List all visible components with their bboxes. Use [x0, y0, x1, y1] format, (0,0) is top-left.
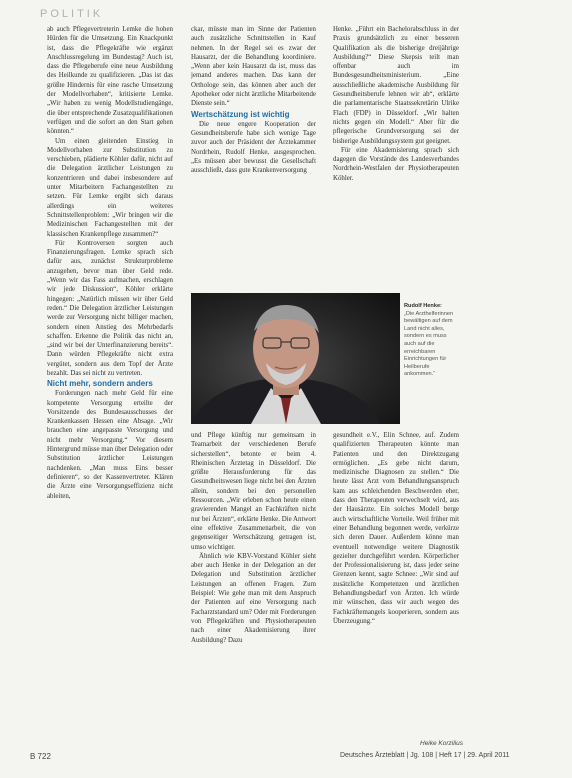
paragraph: Ähnlich wie KBV-Vorstand Köhler sieht aber auch Henke in der Delegation an der Delegation und Substitution ärztlicher Leistungen an offenen Fragen. Zum Beispiel: Wie gehe man mit dem Anspruch der Patienten auf eine Versorgung nach Facharztstandard um? Oder mit Forderungen von Pflegekräften und Physiotherapeuten nach einer Akademisierung ihrer Ausbildung? Dazu [191, 552, 316, 644]
journal-citation: Deutsches Ärzteblatt | Jg. 108 | Heft 17 | 29. April 2011 [340, 752, 510, 759]
paragraph: Henke. „Führt ein Bachelorabschluss in der Praxis grundsätzlich zu einer besseren Qualifikation als die bisherige dreijährige Ausbildung?“ Diese Skepsis teilt man offenbar auch im Bundesgesundheitsministerium. „Eine ausschließliche akademische Ausbildung für Gesundheitsberufe lehnen wir ab“, erklärte die parlamentarische Staatssekretärin Ulrike Flach (FDP) in Düsseldorf. „Wir halten nichts gegen ein Modell.“ Aber für die pflegerische Grundversorgung sei der bisherige Ausbildungssystem gut geeignet. [333, 26, 459, 145]
portrait-photo [191, 293, 400, 424]
paragraph: Um einen gleitenden Einstieg in Modellvorhaben zur Substitution zu verschieben, plädierte Köhler dafür, nicht auf die Delegation ärztlicher Leistungen zu konzentrieren und dabei insbesondere auf unter Mitarbeitern Fachangestellten zu setzen. Für Lemke ergibt sich daraus allerdings ein weiteres Schnittstellenproblem: „Wir bringen wir die Medizinischen Fachangestellten mit der klassischen Krankenpflege zusammen?“ [47, 137, 173, 238]
caption-name: Rudolf Henke: [404, 303, 442, 309]
subheading: Wertschätzung ist wichtig [191, 109, 290, 119]
article-column-3-bottom [333, 431, 459, 755]
article-column-2-bottom [191, 431, 316, 755]
author-name: Heike Korzilius [420, 740, 463, 747]
paragraph: Für eine Akademisierung sprach sich dagegen die Vorstände des Landesverbandes Nordrhein-Westfalen der Physiotherapeuten Köhler. [333, 146, 459, 182]
paragraph: ab auch Pflegevertreterin Lemke die hohen Hürden für die Umsetzung. Ein Knackpunkt ist, dass die Pflegekräfte wie ergänzt Anschlussregelung im Bundestag? Auch ist, dass die Pflegeberufe eine neue Ausbildung des Heilkunde zu qualifizieren. „Das ist das größte Hindernis für eine rasche Umsetzung der Modellvorhaben“, kritisierte Lemke. „Wir haben zu wenig Modellstudiengänge, die über entsprechende Zusatzqualifikationen verfügen und die sofort an den Start gehen könnten.“ [47, 26, 173, 136]
paragraph: Die neue engere Kooperation der Gesundheitsberufe habe sich wenige Tage zuvor auch der Präsident der Ärztekammer Nordrhein, Rudolf Henke, ausgesprochen. „Es müssen aber bewusst die Gesellschaft ausschließt, dass gute Krankenversorgung [191, 120, 316, 175]
article-column-2-top [191, 25, 316, 287]
photo-caption [404, 303, 460, 413]
paragraph: gesundheit e.V., Elin Schnee, auf. Zudem qualifizierten Therapeuten könnte man Patienten und den Direktzugang ermöglichen. „Es gebe nicht darum, medizinische Diagnosen zu stellen.“ Die heute lässt Arzt vom Behandlungsanspruch kam aus schleichenden Beschwerden eher, dass den Therapeuten verwechselt wird, aus der Hausärzte. Ein solches Modell berge auch wirtschaftliche Vorteile. Weil früher mit einer Behandlung begonnen werde, verkürze sich deren Dauer. Außerdem könne man eventuell notwendige weitere Diagnostik gezielter durchgeführt werden. Körperlicher der Professionalisierung ist, dass jeder seine Grenzen kennt, sagte Schnee: „Wir sind auf zusätzliche Kompetenzen und ärztlichen Behandlungsbedarf von Ärzten. Ich würde mir wünschen, dass wir auch wegen des Fachkräftemangels kooperieren, sondern aus Überzeugung.“ [333, 432, 459, 625]
paragraph: Für Kontroversen sorgten auch Finanzierungsfragen. Lemke sprach sich dafür aus, zunächst Strukturprobleme anzugehen, bevor man über Geld rede. „Wenn wir das Fass aufmachen, erschlagen wir jede Diskussion“, Köhler erklärte hingegen: „Natürlich müssen wir über Geld reden.“ Die Delegation ärztlicher Leistungen werde zur Versorgung nicht billiger machen, sondern einen Anstieg des Mehrbedarfs schaffen. Erkenne die Politik das nicht an, „sind wir bei der Unterfinanzierung bereits“. Dann würden Pflegekräfte nicht extra vergütet, sondern aus dem Topf der Ärzte bezahlt. Das sei nicht zu vertreten. [47, 239, 173, 377]
subheading: Nicht mehr, sondern anders [47, 379, 153, 389]
section-label: POLITIK [40, 8, 104, 20]
paragraph: und Pflege künftig nur gemeinsam in Teamarbeit der verschiedenen Berufe sicherstellen“, betonte er beim 4. Rheinischen Ärztetag in Düsseldorf. Die größte Herausforderung für das Gesundheitswesen liege nicht bei den Ärzten allein, sondern bei den personellen Ressourcen. „Wir erleben schon heute einen gravierenden Mangel an Fachkräften nicht nur bei Ärzten“, erklärte Henke. Die Antwort eine effektive Zusammenarbeit, die von gegenseitiger Wertschätzung getragen ist, umso wichtiger. [191, 432, 316, 551]
paragraph: Forderungen nach mehr Geld für eine kompetente Versorgung erteilte der Vorsitzende des Bundesausschusses der Krankenkassen Hessen eine Absage. „Wir brauchen eine angepasste Versorgung und nicht mehr Versorgung.“ Vor diesem Hintergrund müsse man über Delegation oder Substitution ärztlicher Leistungen nachdenken. „Man muss Eins besser definieren“, so der Kassenvertreter. Klären die Ärzte eine Versorgungseffizienz nicht ableiten, [47, 390, 173, 500]
caption-text: „Die Arzthelferinnen bewältigen auf dem Land nicht alles, sondern es muss auch auf die erreichbaren Einrichtungen für Heilberufe ankommen.“ [404, 310, 454, 378]
article-column-3-top [333, 25, 459, 287]
article-column-1 [47, 25, 173, 755]
paragraph: ckar, müsste man im Sinne der Patienten auch zusätzliche Schnittstellen in Kauf nehmen. In der Regel sei es zwar der Hausarzt, der die Behandlung koordiniere. „Wenn aber kein Hausarzt da ist, muss das jemand anderes machen. Das kann der Orthologe sein, das können aber auch der Apotheker oder nicht ärztliche Mitarbeitende Dienste sein.“ [191, 26, 316, 108]
page-number: B 722 [30, 752, 51, 761]
